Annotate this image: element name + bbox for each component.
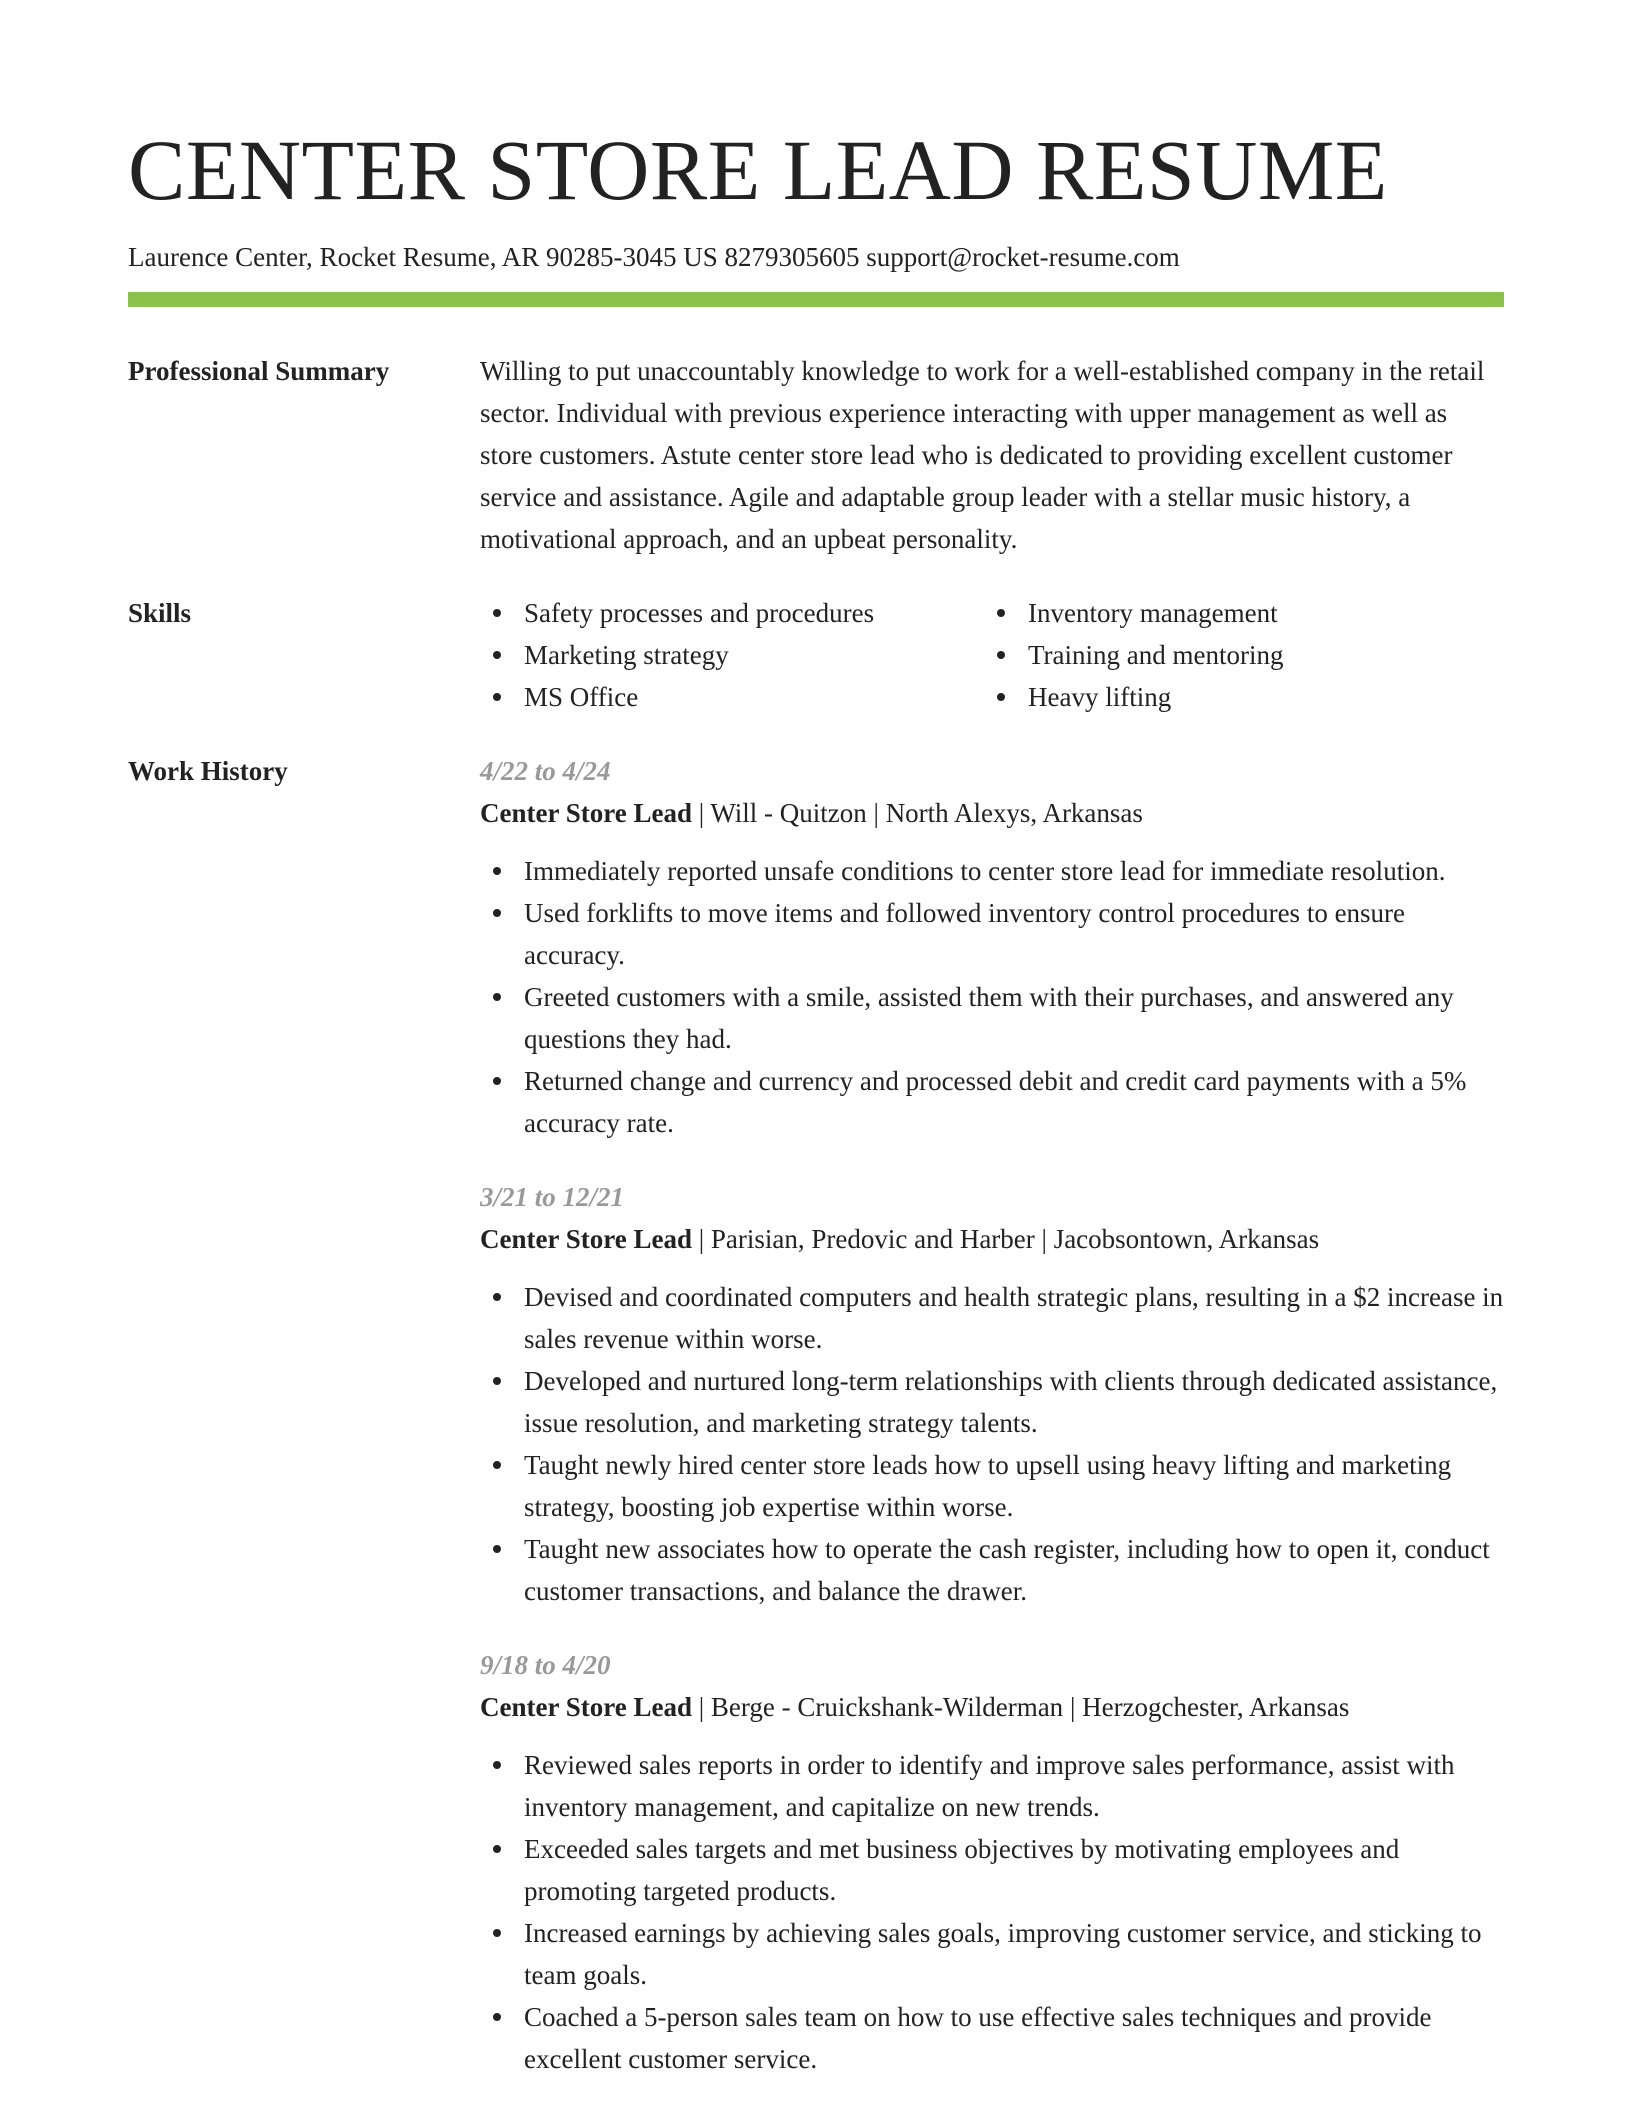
job-heading xyxy=(480,792,1504,834)
skill-item xyxy=(480,676,984,718)
skill-label: Marketing strategy xyxy=(524,640,729,670)
job-title: Center Store Lead xyxy=(480,798,692,828)
job-bullet-text: Greeted customers with a smile, assisted them with their purchases, and answered any questions they had. xyxy=(524,982,1454,1054)
skills-column-2 xyxy=(984,592,1284,718)
job-bullet-text: Exceeded sales targets and met business objectives by motivating employees and promoting targeted products. xyxy=(524,1834,1400,1906)
job-bullet-text: Taught new associates how to operate the cash register, including how to open it, conduct customer transactions, and balance the drawer. xyxy=(524,1534,1490,1606)
bullet-icon xyxy=(493,1761,501,1769)
job-bullets xyxy=(480,1276,1504,1612)
job-bullet-text: Reviewed sales reports in order to identify and improve sales performance, assist with inventory management, and capitalize on new trends. xyxy=(524,1750,1455,1822)
job-title: Center Store Lead xyxy=(480,1692,692,1722)
job-bullet-text: Developed and nurtured long-term relationships with clients through dedicated assistance, issue resolution, and marketing strategy talents. xyxy=(524,1366,1498,1438)
job-dates: 3/21 to 12/21 xyxy=(480,1182,625,1212)
job-dates: 4/22 to 4/24 xyxy=(480,756,611,786)
job-heading xyxy=(480,1218,1504,1260)
job-company: Will - Quitzon xyxy=(710,798,867,828)
job-bullet xyxy=(480,1276,1504,1360)
skill-item xyxy=(984,592,1284,634)
job-bullet xyxy=(480,850,1504,892)
separator: | xyxy=(698,1692,705,1722)
skills-heading: Skills xyxy=(128,598,192,628)
job-bullet-text: Devised and coordinated computers and health strategic plans, resulting in a $2 increase in sales revenue within worse. xyxy=(524,1282,1504,1354)
job-location: North Alexys, Arkansas xyxy=(885,798,1143,828)
skill-item xyxy=(480,634,984,676)
bullet-icon xyxy=(493,1077,501,1085)
bullet-icon xyxy=(997,651,1005,659)
bullet-icon xyxy=(997,693,1005,701)
contact-line: Laurence Center, Rocket Resume, AR 90285-3045 US 8279305605 support@rocket-resume.com xyxy=(128,242,1180,272)
skills-column-1 xyxy=(480,592,984,718)
bullet-icon xyxy=(493,693,501,701)
skills-section xyxy=(128,592,1504,718)
job-entry xyxy=(480,750,1504,1144)
job-bullet-text: Coached a 5-person sales team on how to use effective sales techniques and provide excellent customer service. xyxy=(524,2002,1432,2074)
job-entry xyxy=(480,1644,1504,2080)
bullet-icon xyxy=(997,609,1005,617)
job-bullet-text: Increased earnings by achieving sales goals, improving customer service, and sticking to team goals. xyxy=(524,1918,1482,1990)
job-heading xyxy=(480,1686,1504,1728)
skills-body xyxy=(480,592,1504,718)
job-bullet xyxy=(480,1360,1504,1444)
accent-divider xyxy=(128,292,1504,307)
job-bullet xyxy=(480,1444,1504,1528)
skill-label: Safety processes and procedures xyxy=(524,598,875,628)
bullet-icon xyxy=(493,1845,501,1853)
bullet-icon xyxy=(493,1461,501,1469)
job-bullet xyxy=(480,1744,1504,1828)
job-title: Center Store Lead xyxy=(480,1224,692,1254)
resume-title: CENTER STORE LEAD RESUME xyxy=(128,122,1388,218)
bullet-icon xyxy=(493,909,501,917)
bullet-icon xyxy=(493,651,501,659)
separator: | xyxy=(698,798,705,828)
summary-section xyxy=(128,350,1504,560)
bullet-icon xyxy=(493,993,501,1001)
summary-heading: Professional Summary xyxy=(128,356,390,386)
bullet-icon xyxy=(493,609,501,617)
job-bullet-text: Immediately reported unsafe conditions to center store lead for immediate resolution. xyxy=(524,856,1446,886)
job-bullet-text: Returned change and currency and processed debit and credit card payments with a 5% accuracy rate. xyxy=(524,1066,1467,1138)
separator: | xyxy=(698,1224,705,1254)
bullet-icon xyxy=(493,1929,501,1937)
job-bullets xyxy=(480,850,1504,1144)
separator: | xyxy=(873,798,879,828)
skill-item xyxy=(480,592,984,634)
skill-item xyxy=(984,634,1284,676)
job-bullets xyxy=(480,1744,1504,2080)
skill-label: MS Office xyxy=(524,682,639,712)
job-company: Parisian, Predovic and Harber xyxy=(710,1224,1035,1254)
job-bullet xyxy=(480,1060,1504,1144)
bullet-icon xyxy=(493,2013,501,2021)
bullet-icon xyxy=(493,1545,501,1553)
skill-label: Training and mentoring xyxy=(1028,640,1284,670)
separator: | xyxy=(1069,1692,1076,1722)
job-bullet-text: Taught newly hired center store leads how to upsell using heavy lifting and marketing strategy, boosting job expertise within worse. xyxy=(524,1450,1452,1522)
skill-item xyxy=(984,676,1284,718)
job-bullet-text: Used forklifts to move items and followed inventory control procedures to ensure accuracy. xyxy=(524,898,1406,970)
job-bullet xyxy=(480,1828,1504,1912)
skill-label: Inventory management xyxy=(1028,598,1278,628)
bullet-icon xyxy=(493,1377,501,1385)
job-bullet xyxy=(480,976,1504,1060)
work-history-section xyxy=(128,750,1504,2080)
job-company: Berge - Cruickshank-Wilderman xyxy=(710,1692,1064,1722)
job-bullet xyxy=(480,1528,1504,1612)
bullet-icon xyxy=(493,1293,501,1301)
resume-page xyxy=(128,0,1504,2080)
skill-label: Heavy lifting xyxy=(1028,682,1172,712)
work-history-heading: Work History xyxy=(128,756,288,786)
job-dates: 9/18 to 4/20 xyxy=(480,1650,611,1680)
separator: | xyxy=(1041,1224,1047,1254)
job-bullet xyxy=(480,1912,1504,1996)
summary-body xyxy=(480,350,1504,560)
job-bullet xyxy=(480,1996,1504,2080)
job-entry xyxy=(480,1176,1504,1612)
summary-text: Willing to put unaccountably knowledge to work for a well-established company in the retail sector. Individual with previous experience interacting with upper management as well as store customers. Astute center store lead who is dedicated to providing excellent customer service and assistance. Agile and adaptable group leader with a stellar music history, a motivational approach, and an upbeat personality. xyxy=(480,356,1485,554)
job-location: Jacobsontown, Arkansas xyxy=(1053,1224,1320,1254)
bullet-icon xyxy=(493,867,501,875)
job-bullet xyxy=(480,892,1504,976)
skills-grid xyxy=(480,592,1504,718)
work-history-body xyxy=(480,750,1504,2080)
job-location: Herzogchester, Arkansas xyxy=(1082,1692,1350,1722)
